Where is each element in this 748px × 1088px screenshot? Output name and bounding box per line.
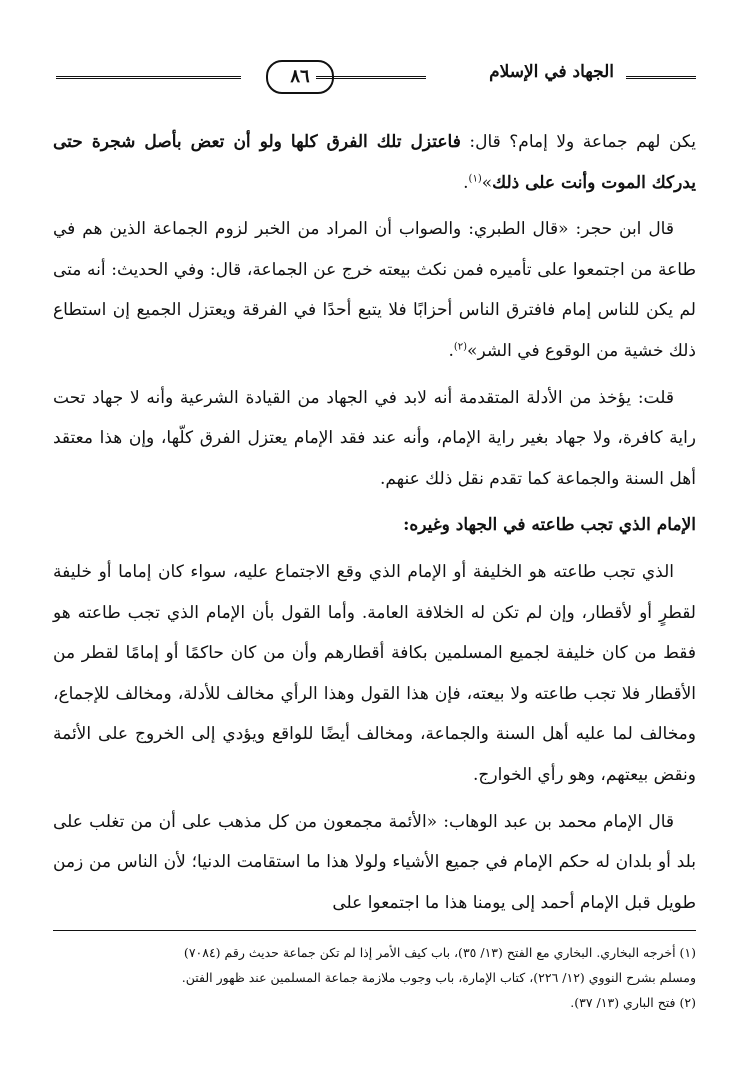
footnote-1-line-2: ومسلم بشرح النووي (١٢/ ٢٢٦)، كتاب الإمارة، باب وجوب ملازمة جماعة المسلمين عند ظهور الفتن. xyxy=(181,970,696,985)
footnote-1-line-1: (١) أخرجه البخاري. البخاري مع الفتح (١٣/ ٣٥)، باب كيف الأمر إذا لم تكن جماعة حديث رقم (٧٠٨٤) xyxy=(183,945,696,960)
paragraph-5: قال الإمام محمد بن عبد الوهاب: «الأئمة مجمعون من كل مذهب على أن من تغلب على بلد أو بلدان له حكم الإمام في جميع الأشياء ولولا هذا ما استقامت الدنيا؛ لأن الناس من زمن طويل قبل الإمام أحمد إلى يومنا هذا ما اجتمعوا على xyxy=(53,811,696,913)
paragraph-3: قلت: يؤخذ من الأدلة المتقدمة أنه لابد في الجهاد من القيادة الشرعية وأنه لا جهاد تحت راية كافرة، ولا جهاد بغير راية الإمام، وأنه عند فقد الإمام يعتزل الفرق كلّها، وإن هذا معتقد أهل السنة والجماعة كما تقدم نقل ذلك عنهم. xyxy=(53,387,696,489)
main-text xyxy=(53,122,696,929)
footnotes xyxy=(53,940,696,1015)
section-heading: الإمام الذي تجب طاعته في الجهاد وغيره: xyxy=(403,515,696,536)
p1-bold-quote: فاعتزل تلك الفرق كلها ولو أن تعض بأصل شجرة حتى يدركك الموت وأنت على ذلك xyxy=(53,132,696,193)
header-rule-right xyxy=(626,76,696,79)
footnote-ref-1: (١) xyxy=(468,172,482,184)
paragraph-1 xyxy=(53,122,696,203)
running-title: الجهاد في الإسلام xyxy=(489,62,614,82)
p2-end: . xyxy=(448,340,454,361)
header-rule-left xyxy=(56,76,241,79)
p1-intro: يكن لهم جماعة ولا إمام؟ قال: xyxy=(460,132,697,152)
footnote-divider xyxy=(53,930,696,931)
paragraph-4: الذي تجب طاعته هو الخليفة أو الإمام الذي وقع الاجتماع عليه، سواء كان إماما أو خليفة لقطرٍ أو لأقطار، وإن لم تكن له الخلافة العامة. وأما القول بأن الإمام الذي تجب طاعته هو فقط من كان خليفة لجميع المسلمين بكافة أقطارهم وأن من كان حاكمًا أو إمامًا لقطر من الأقطار فلا تجب طاعته ولا بيعته، فإن هذا القول وهذا الرأي مخالف للأدلة، ومخالف للإجماع، ومخالف لما عليه أهل السنة والجماعة، ومخالف أيضًا للواقع ويؤدي إلى الخروج على الأئمة ونقض بيعتهم، وهو رأي الخوارج. xyxy=(53,561,696,785)
page-number: ٨٦ xyxy=(266,60,334,94)
p2-text: قال ابن حجر: «قال الطبري: والصواب أن المراد من الخبر لزوم الجماعة الذين هم في طاعة من اجتمعوا على تأميره فمن نكث بيعته خرج عن الجماعة، قال: وفي الحديث: أنه متى لم يكن للناس إمام فافترق الناس أحزابًا فلا يتبع أحدًا في الفرقة ويعتزل الجميع إن استطاع ذلك خشية من الوقوع في الشر» xyxy=(53,219,696,361)
p1-quote-close: » xyxy=(481,172,493,193)
paragraph-2 xyxy=(53,209,696,371)
page-header xyxy=(56,58,696,98)
p1-end: . xyxy=(463,172,469,193)
footnote-ref-2: (٢) xyxy=(453,341,468,353)
footnote-2: (٢) فتح الباري (١٣/ ٣٧). xyxy=(570,995,696,1010)
